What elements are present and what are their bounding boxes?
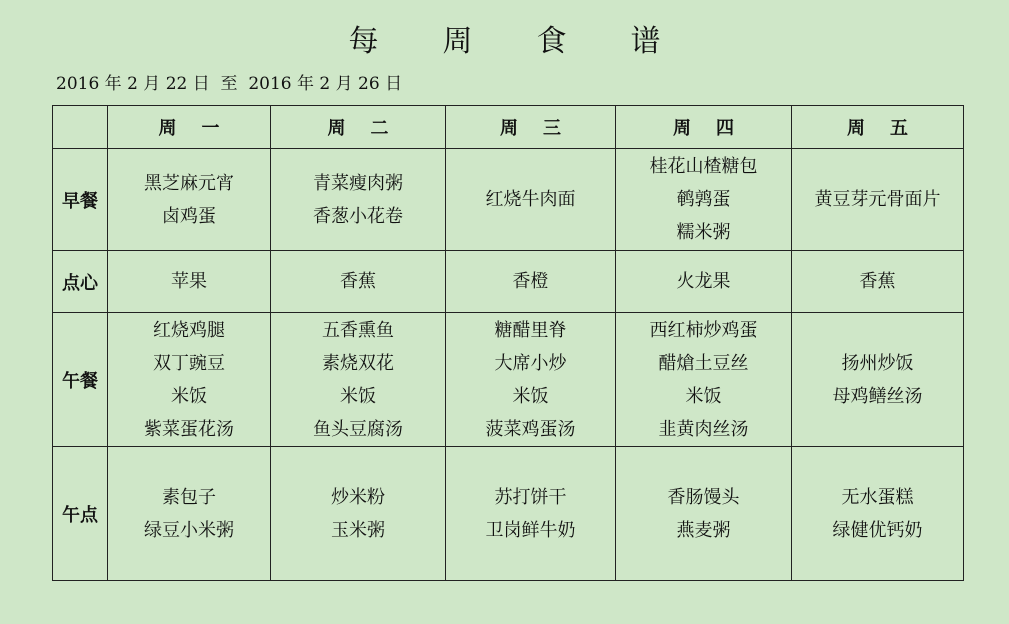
dish-item: 红烧牛肉面 [485, 189, 576, 210]
dish-item: 香蕉 [859, 271, 896, 292]
menu-cell [271, 313, 446, 447]
menu-cell [792, 149, 964, 251]
dish-item: 卫岗鲜牛奶 [485, 519, 576, 541]
date-range: 2016 年 2 月 22 日 至 2016 年 2 月 26 日 [56, 74, 403, 94]
dish-item: 扬州炒饭 [841, 352, 914, 374]
dish-item: 鱼头豆腐汤 [313, 418, 403, 440]
menu-cell [108, 149, 271, 251]
dish-item: 糖醋里脊 [494, 319, 567, 341]
meal-row [53, 251, 964, 313]
dish-item: 绿豆小米粥 [144, 519, 234, 541]
menu-cell [616, 313, 792, 447]
title-char: 食 [536, 24, 567, 59]
dish-item: 香葱小花卷 [313, 205, 403, 227]
dish-item: 米饭 [171, 385, 207, 407]
dish-item: 醋熗土豆丝 [658, 352, 749, 374]
meal-row [53, 149, 964, 251]
dish-item: 香肠馒头 [667, 486, 740, 508]
dish-item: 火龙果 [676, 271, 731, 292]
day-header [446, 106, 616, 149]
header-row [53, 106, 964, 149]
title-char: 周 [442, 24, 473, 59]
dish-item: 卤鸡蛋 [162, 205, 216, 227]
day-label: 周 三 [499, 118, 562, 139]
day-header [616, 106, 792, 149]
meal-label: 点心 [53, 251, 108, 313]
dish-item: 鹌鹑蛋 [676, 189, 731, 210]
corner-cell [53, 106, 108, 149]
day-label: 周 二 [327, 118, 389, 139]
menu-cell [108, 251, 271, 313]
meal-label: 午餐 [53, 313, 108, 447]
dish-item: 五香熏鱼 [322, 319, 394, 341]
menu-cell [446, 251, 616, 313]
dish-item: 燕麦粥 [676, 519, 731, 541]
menu-cell [108, 313, 271, 447]
dish-item: 香橙 [512, 271, 549, 292]
dish-item: 菠菜鸡蛋汤 [485, 418, 576, 440]
dish-item: 桂花山楂糖包 [649, 156, 758, 177]
dish-item: 糯米粥 [676, 222, 731, 243]
dish-item: 米饭 [340, 385, 376, 407]
menu-cell [792, 251, 964, 313]
meal-row [53, 313, 964, 447]
dish-item: 西红柿炒鸡蛋 [649, 319, 758, 341]
menu-cell [446, 447, 616, 581]
dish-item: 无水蛋糕 [841, 486, 914, 508]
day-header [792, 106, 964, 149]
meal-label: 早餐 [53, 149, 108, 251]
dish-item: 米饭 [512, 385, 549, 407]
dish-item: 大席小炒 [494, 352, 567, 374]
title-char: 谱 [630, 24, 661, 59]
day-label: 周 五 [846, 118, 909, 139]
meal-row [53, 447, 964, 581]
menu-cell [792, 447, 964, 581]
menu-cell [616, 251, 792, 313]
page-title [0, 22, 1009, 62]
dish-item: 米饭 [685, 385, 722, 407]
dish-item: 韭黄肉丝汤 [658, 418, 749, 440]
menu-cell [446, 313, 616, 447]
weekly-menu-table [52, 105, 964, 581]
dish-item: 黄豆芽元骨面片 [814, 189, 941, 210]
dish-item: 苹果 [171, 271, 207, 292]
dish-item: 素烧双花 [322, 352, 394, 374]
day-label: 周 四 [672, 118, 735, 139]
dish-item: 玉米粥 [331, 519, 385, 541]
dish-item: 紫菜蛋花汤 [144, 418, 234, 440]
day-label: 周 一 [158, 118, 220, 139]
menu-cell [271, 447, 446, 581]
menu-cell [616, 447, 792, 581]
dish-item: 双丁豌豆 [153, 352, 225, 374]
dish-item: 母鸡鳝丝汤 [832, 385, 923, 407]
dish-item: 绿健优钙奶 [832, 519, 923, 541]
day-header [108, 106, 271, 149]
dish-item: 黑芝麻元宵 [144, 172, 234, 194]
menu-cell [271, 251, 446, 313]
meal-label: 午点 [53, 447, 108, 581]
dish-item: 青菜瘦肉粥 [313, 172, 403, 194]
dish-item: 素包子 [162, 486, 216, 508]
dish-item: 香蕉 [340, 271, 376, 292]
menu-cell [108, 447, 271, 581]
day-header [271, 106, 446, 149]
menu-cell [792, 313, 964, 447]
title-char: 每 [348, 24, 379, 59]
menu-cell [616, 149, 792, 251]
menu-cell [446, 149, 616, 251]
dish-item: 炒米粉 [331, 486, 385, 508]
menu-cell [271, 149, 446, 251]
dish-item: 红烧鸡腿 [153, 319, 225, 341]
dish-item: 苏打饼干 [494, 486, 567, 508]
